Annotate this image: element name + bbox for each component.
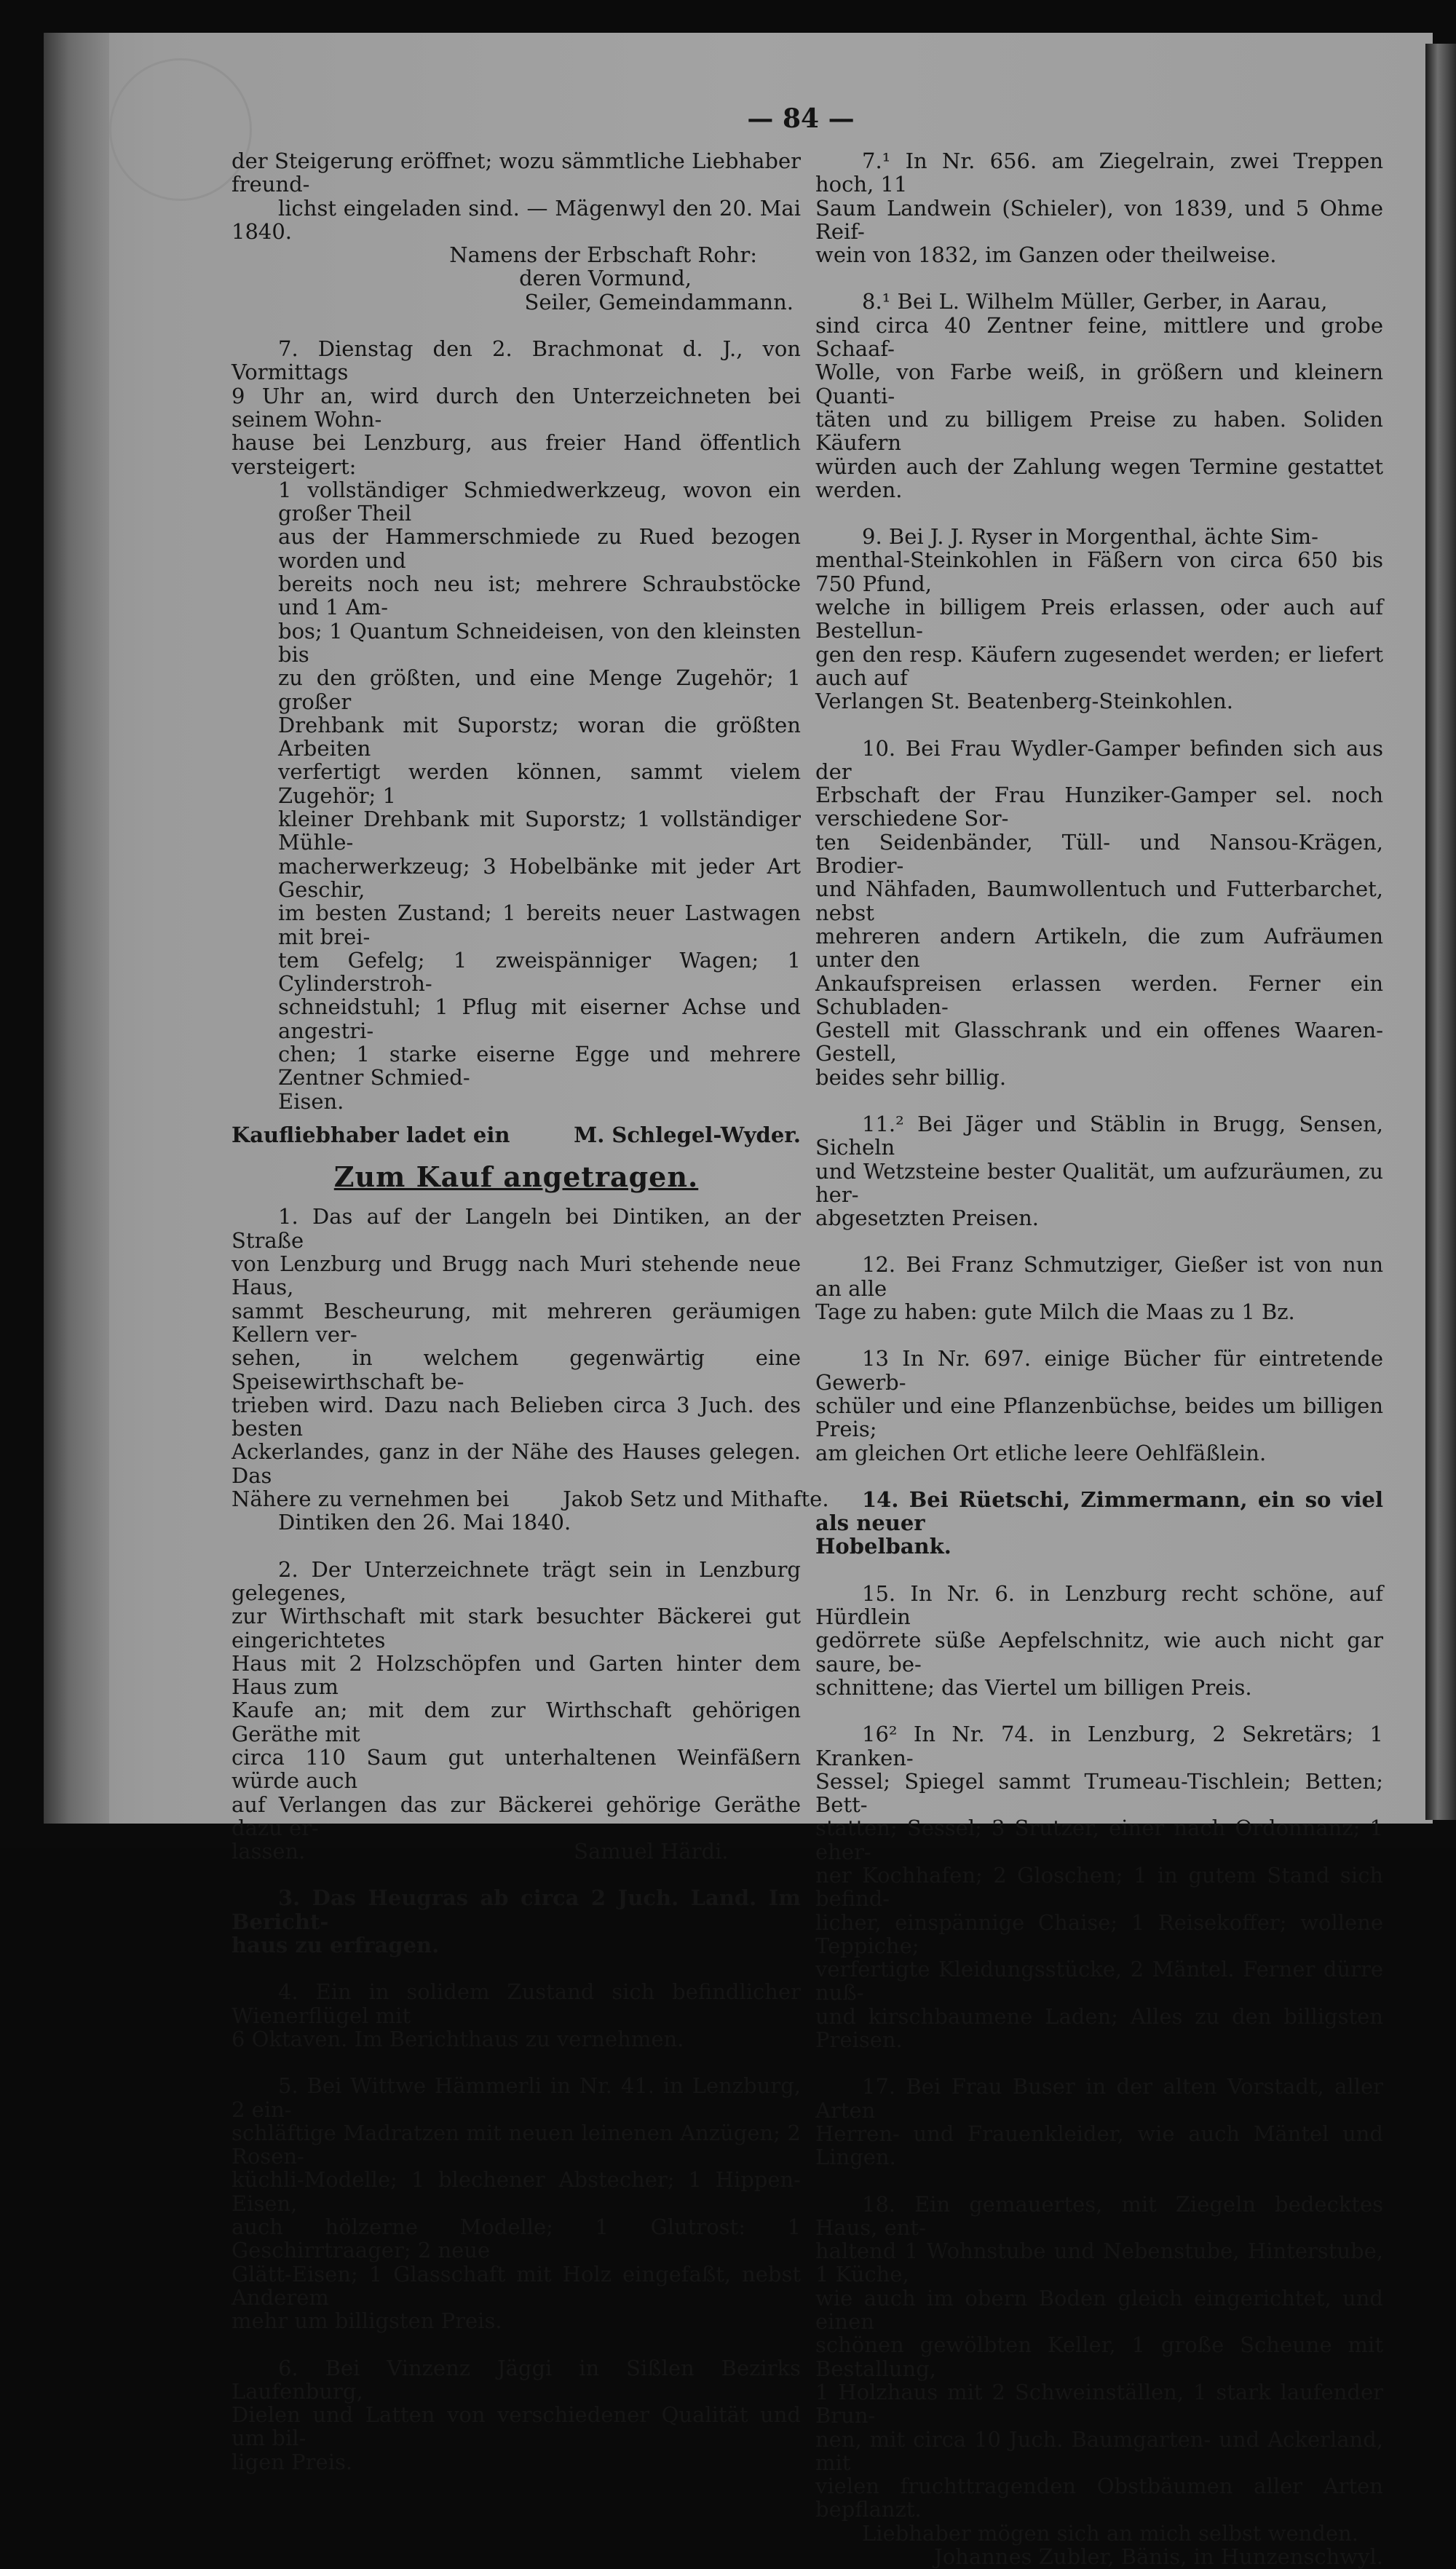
text-line: 9 Uhr an, wird durch den Unterzeichneten bei seinem Wohn- [232,383,801,432]
offer-1 [232,1204,829,1535]
text-line: Sessel; Spiegel sammt Trumeau-Tischlein; Betten; Bett- [815,1768,1383,1818]
page-number: — 84 — [747,103,855,134]
offer-4 [232,1980,801,2051]
text-line: Drehbank mit Suporstz; woran die größten Arbeiten [278,712,801,761]
text-line: sehen, in welchem gegenwärtig eine Speisewirthschaft be- [232,1345,801,1394]
text-line: Ackerlandes, ganz in der Nähe des Hauses gelegen. Das [232,1439,801,1488]
text-line: Tage zu haben: gute Milch die Maas zu 1 Bz. [815,1299,1295,1325]
text-line: bos; 1 Quantum Schneideisen, von den kleinsten bis [278,618,801,667]
offer-16 [815,1722,1383,2051]
text-line: ligen Preis. [232,2449,353,2474]
text-line: 8.¹ Bei L. Wilhelm Müller, Gerber, in Aarau, [862,289,1328,314]
text-line: täten und zu billigem Preise zu haben. Soliden Käufern [815,406,1383,456]
text-line: Hobelbank. [815,1534,951,1559]
text-line: 12. Bei Franz Schmutziger, Gießer ist von nun an alle [815,1252,1383,1301]
text-line: chen; 1 starke eiserne Egge und mehrere Zentner Schmied- [278,1041,801,1090]
text-line: 16² In Nr. 74. in Lenzburg, 2 Sekretärs; 1 Kranken- [815,1722,1383,1770]
text-line: Erbschaft der Frau Hunziker-Gamper sel. noch verschiedene Sor- [815,783,1383,831]
offer-9 [815,525,1383,713]
text-line: 1. Das auf der Langeln bei Dintiken, an der Straße [232,1204,801,1253]
offer-6 [232,2356,801,2474]
signature-line: deren Vormund, [519,266,692,291]
offer-18 [815,2193,1383,2569]
text-line: trieben wird. Dazu nach Belieben circa 3 Juch. des besten [232,1392,801,1441]
text-line: mehreren andern Artikeln, die zum Aufräumen unter den [815,923,1383,973]
text-line: 11.² Bei Jäger und Stäblin in Brugg, Sensen, Sicheln [815,1111,1383,1160]
text-line: sind circa 40 Zentner feine, mittlere und grobe Schaaf- [815,312,1383,362]
text-line: aus der Hammerschmiede zu Rued bezogen worden und [278,524,801,573]
text-line: 17. Bei Frau Buser in der alten Vorstadt, aller Arten [815,2074,1383,2123]
text-line: und kirschbaumene Laden; Alles zu den billigsten Preisen. [815,2003,1383,2053]
text-line: und Wetzsteine bester Qualität, um aufzuräumen, zu her- [815,1158,1383,1207]
text-line: ten Seidenbänder, Tüll- und Nansou-Krägen, Brodier- [815,829,1383,879]
text-line: schläftige Madratzen mit neuen leinenen Anzügen; 2 Rosen- [232,2120,801,2169]
text-line: lassen. Samuel Härdi. [232,1839,729,1864]
text-line: lichst eingeladen sind. — Mägenwyl den 20. Mai 1840. [232,195,801,244]
text-line: bereits noch neu ist; mehrere Schraubstöcke und 1 Am- [278,571,801,620]
text-line: Nähere zu vernehmen bei Jakob Setz und Mithafte. [232,1487,829,1512]
signature-line: Seiler, Gemeindammann. [524,289,794,314]
offer-14 [815,1488,1383,1559]
text-line: würden auch der Zahlung wegen Termine gestattet werden. [815,454,1383,502]
text-line: 10. Bei Frau Wydler-Gamper befinden sich aus der [815,735,1383,784]
signature-line: Johannes Zubler, Bänis, in Hunzenschwyl. [934,2544,1383,2569]
text-line: abgesetzten Preisen. [815,1206,1040,1231]
text-line: menthal-Steinkohlen in Fäßern von circa 650 bis 750 Pfund, [815,547,1383,596]
text-line: circa 110 Saum gut unterhaltenen Weinfäßern würde auch [232,1745,801,1794]
text-line: 2. Der Unterzeichnete trägt sein in Lenzburg gelegenes, [232,1556,801,1605]
text-line: schneidstuhl; 1 Pflug mit eiserner Achse und angestri- [278,994,801,1043]
text-line: Kaufe an; mit dem zur Wirthschaft gehörigen Geräthe mit [232,1698,801,1746]
offer-15 [815,1582,1383,1699]
text-line: auch hölzerne Modelle; 1 Glutrost: 1 Geschirrtraager; 2 neue [232,2214,801,2263]
text-line: ner Kochhafen; 2 Gloschen; 1 in gutem Stand sich befind- [815,1863,1383,1912]
offer-10 [815,737,1383,1089]
text-line: der Steigerung eröffnet; wozu sämmtliche Liebhaber freund- [232,149,801,197]
text-line: hause bei Lenzburg, aus freier Hand öffentlich versteigert: [232,430,801,479]
text-line: schüler und eine Pflanzenbüchse, beides um billigen Preis; [815,1393,1383,1442]
text-line: 7.¹ In Nr. 656. am Ziegelrain, zwei Treppen hoch, 11 [815,149,1383,197]
text-line: welche in billigem Preis erlassen, oder auch auf Bestellun- [815,595,1383,644]
offer-3 [232,1886,801,1957]
intro-notice [232,149,801,314]
signature-name: M. Schlegel-Wyder. [574,1122,801,1147]
text-line: statten; Sessel; 3 Srutzer, einer nach Ordonnanz; 1 eher- [815,1816,1383,1864]
text-line: auf Verlangen das zur Bäckerei gehörige Geräthe dazu er- [232,1792,801,1840]
page-edge-shadow [1425,44,1456,1820]
offer-17 [815,2075,1383,2169]
text-line: vielen fruchttragenden Obstbäumen aller Arten bepflanzt. [815,2474,1383,2522]
text-line: macherwerkzeug; 3 Hobelbänke mit jeder Art Geschir, [278,853,801,902]
text-line: zur Wirthschaft mit stark besuchter Bäckerei gut eingerichtetes [232,1604,801,1652]
text-line: küchli-Modelle; 1 blechener Abstecher; 1 Hippen-Eisen, [232,2167,801,2216]
text-line: mehr um billigsten Preis. [232,2308,502,2334]
text-line: Gestell mit Glasschrank und ein offenes Waaren-Gestell, [815,1018,1383,1066]
text-line: Ankaufspreisen erlassen werden. Ferner ein Schubladen- [815,970,1383,1019]
signature-line: Namens der Erbschaft Rohr: [449,242,757,268]
text-line: haus zu erfragen. [232,1933,440,1958]
binding-shadow [44,33,109,1824]
offer-13 [815,1347,1383,1464]
offer-5 [232,2074,801,2332]
text-line: schnittene; das Viertel um billigen Preis. [815,1674,1252,1700]
library-stamp [109,58,252,201]
text-line: 13 In Nr. 697. einige Bücher für eintretende Gewerb- [815,1346,1383,1395]
text-line: Saum Landwein (Schieler), von 1839, und 5 Ohme Reif- [815,195,1383,244]
text-line: 18. Ein gemauertes, mit Ziegeln bedecktes Haus, ent- [815,2191,1383,2240]
text-line: Glätt-Eisen; 1 Glasschaft mit Holz eingefaßt, nebst Anderem [232,2261,801,2310]
text-line: Eisen. [278,1088,344,1114]
right-column [815,149,1383,2568]
text-line: haltend 1 Wohnstube und Nebenstube, Hinterstube, 1 Küche, [815,2239,1383,2287]
text-line: 6 Oktaven. Im Berichthaus zu vernehmen. [232,2026,684,2051]
text-line: 5. Bei Wittwe Hämmerli in Nr. 41. in Lenzburg, 2 ein- [232,2073,801,2122]
text-line: Verlangen St. Beatenberg-Steinkohlen. [815,689,1234,714]
text-line: verfertigte Kleidungsstücke, 2 Mäntel. Ferner dürre nuß- [815,1957,1383,2006]
offer-2 [232,1558,801,1864]
text-line: im besten Zustand; 1 bereits neuer Lastwagen mit brei- [278,900,801,949]
text-line: tem Gefelg; 1 zweispänniger Wagen; 1 Cylinderstroh- [278,947,801,997]
section-heading: Zum Kauf angetragen. [333,1160,699,1194]
text-line: verfertigt werden können, sammt vielem Zugehör; 1 [278,759,801,808]
text-line: kleiner Drehbank mit Suporstz; 1 vollständiger Mühle- [278,807,801,855]
text-line: wein von 1832, im Ganzen oder theilweise. [815,242,1277,268]
text-line: Wolle, von Farbe weiß, in größern und kleinern Quanti- [815,360,1383,408]
text-line: und Nähfaden, Baumwollentuch und Futterbarchet, nebst [815,876,1383,925]
text-line: schönen gewölbten Keller, 1 große Scheune mit Bestallung, [815,2332,1383,2381]
text-line: gedörrete süße Aepfelschnitz, wie auch nicht gar saure, be- [815,1628,1383,1677]
text-line: licher, einspännige Chaise; 1 Reisekoffer; wollene Teppiche; [815,1909,1383,1958]
text-line: gen den resp. Käufern zugesendet werden; er liefert auch auf [815,641,1383,690]
text-line: 1 Holzhaus mit 2 Schweinställen, 1 stark laufender Brun- [815,2379,1383,2429]
text-line: 9. Bei J. J. Ryser in Morgenthal, ächte Sim- [862,524,1318,550]
text-line: Dielen und Latten von verschiedener Qualität und um bil- [232,2402,801,2451]
text-line: beides sehr billig. [815,1064,1007,1090]
text-line: wie auch im obern Boden gleich eingerichtet, und einen [815,2285,1383,2335]
text-line: Liebhaber mögen sich an mich selbst wenden. [862,2520,1358,2546]
text-line: 1 vollständiger Schmiedwerkzeug, wovon ein großer Theil [278,477,801,526]
text-line: Haus mit 2 Holzschöpfen und Garten hinter dem Haus zum [232,1650,801,1700]
text-line: Herren- und Frauenkleider, wie auch Mäntel und Lingen. [815,2121,1383,2170]
text-line: nen, mit circa 10 Juch. Baumgarten- und Ackerland, mit [815,2426,1383,2475]
text-line: Dintiken den 26. Mai 1840. [278,1510,571,1535]
text-line: 7. Dienstag den 2. Brachmonat d. J., von Vormittags [232,336,801,385]
text-line: zu den größten, und eine Menge Zugehör; 1 großer [278,665,801,714]
offer-12 [815,1253,1383,1323]
text-line: 14. Bei Rüetschi, Zimmermann, ein so viel als neuer [815,1487,1383,1536]
offer-8 [815,290,1383,502]
text-line: sammt Bescheurung, mit mehreren geräumigen Kellern ver- [232,1298,801,1347]
text-line: 6. Bei Vinzenz Jäggi in Sißlen Bezirks Laufenburg, [232,2355,801,2404]
notice-7 [232,337,801,1147]
text-line: am gleichen Ort etliche leere Oehlfäßlein. [815,1440,1267,1465]
left-column [232,149,829,2474]
text-line: von Lenzburg und Brugg nach Muri stehende neue Haus, [232,1251,801,1300]
text-line: 4. Ein in solidem Zustand sich befindlicher Wienerflügel mit [232,1979,801,2028]
signature-invite: Kaufliebhaber ladet ein [232,1122,510,1147]
offer-7-right [815,149,1383,266]
text-line: 15. In Nr. 6. in Lenzburg recht schöne, auf Hürdlein [815,1580,1383,1630]
signature-row [232,1123,801,1147]
offer-11 [815,1112,1383,1230]
text-line: 3. Das Heugras ab circa 2 Juch. Land. Im Bericht- [232,1885,801,1934]
